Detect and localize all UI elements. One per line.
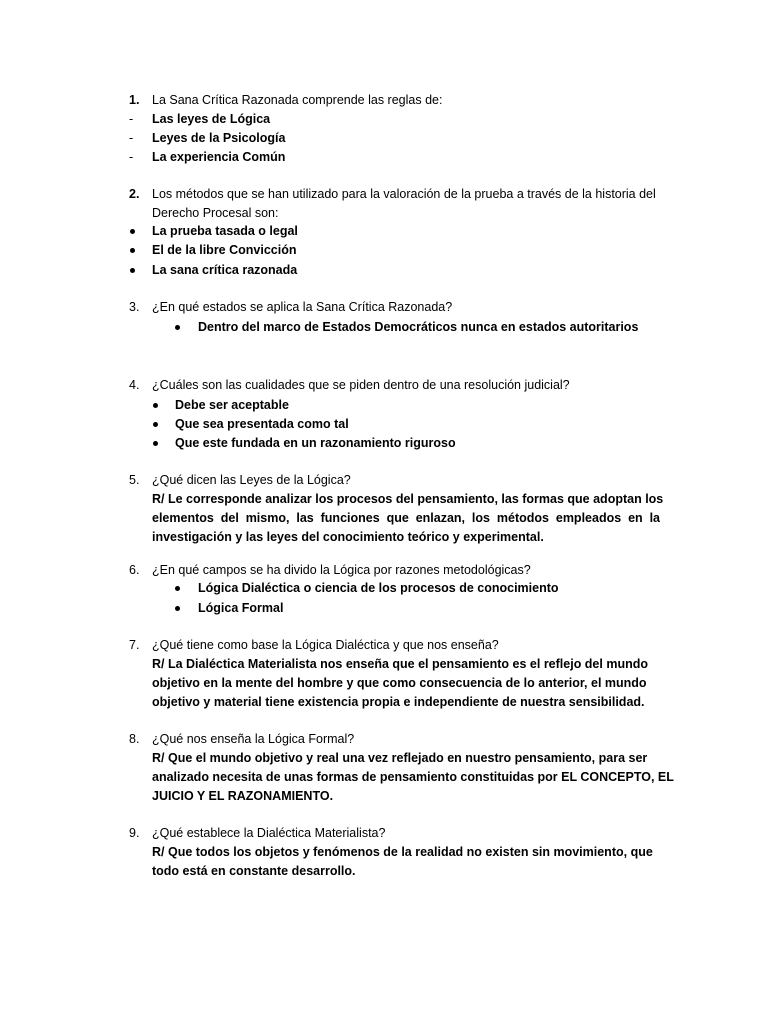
q2-item: La prueba tasada o legal [152,224,298,238]
q5-answer-line: investigación y las leyes del conocimiento teórico y experimental. [152,530,544,544]
q2-item: La sana crítica razonada [152,263,298,277]
q4-item: Que sea presentada como tal [175,417,349,431]
q8-answer-line: JUICIO Y EL RAZONAMIENTO. [152,789,334,803]
bullet-icon [175,606,180,611]
bullet-icon [130,248,135,253]
bullet-icon [175,325,180,330]
q6-item: Lógica Dialéctica o ciencia de los procesos de conocimiento [198,581,559,595]
q5-text: ¿Qué dicen las Leyes de la Lógica? [152,473,351,487]
q4-number: 4. [129,378,140,392]
q7-answer-line: objetivo en la mente del hombre y que como consecuencia de lo anterior, el mundo [152,676,647,690]
dash-icon: - [129,150,134,164]
q1-item: Las leyes de Lógica [152,112,271,126]
q5-answer-line: R/ Le corresponde analizar los procesos del pensamiento, las formas que adoptan los [152,492,664,506]
q9-answer-line: todo está en constante desarrollo. [152,864,356,878]
bullet-icon [130,229,135,234]
bullet-icon [130,268,135,273]
q8-number: 8. [129,732,140,746]
q2-text-line2: Derecho Procesal son: [152,206,279,220]
q8-answer-line: R/ Que el mundo objetivo y real una vez reflejado en nuestro pensamiento, para ser [152,751,648,765]
bullet-icon [153,403,158,408]
q1-text: La Sana Crítica Razonada comprende las reglas de: [152,93,443,107]
bullet-icon [153,422,158,427]
q4-text: ¿Cuáles son las cualidades que se piden dentro de una resolución judicial? [152,378,570,392]
q6-text: ¿En qué campos se ha divido la Lógica por razones metodológicas? [152,563,531,577]
q5-answer-line: elementos del mismo, las funciones que enlazan, los métodos empleados en la [152,511,660,525]
q6-number: 6. [129,563,140,577]
q3-item: Dentro del marco de Estados Democráticos nunca en estados autoritarios [198,320,639,334]
dash-icon: - [129,131,134,145]
q4-item: Que este fundada en un razonamiento riguroso [175,436,456,450]
q3-number: 3. [129,300,140,314]
q7-answer-line: R/ La Dialéctica Materialista nos enseña que el pensamiento es el reflejo del mundo [152,657,648,671]
q6-item: Lógica Formal [198,601,284,615]
q7-answer-line: objetivo y material tiene existencia propia e independiente de nuestra sensibilidad. [152,695,645,709]
bullet-icon [153,441,158,446]
q8-text: ¿Qué nos enseña la Lógica Formal? [152,732,355,746]
dash-icon: - [129,112,134,126]
q2-number: 2. [129,187,140,201]
q1-item: Leyes de la Psicología [152,131,286,145]
q3-text: ¿En qué estados se aplica la Sana Crítica Razonada? [152,300,453,314]
bullet-icon [175,586,180,591]
q7-text: ¿Qué tiene como base la Lógica Dialéctica y que nos enseña? [152,638,499,652]
q9-number: 9. [129,826,140,840]
q1-item: La experiencia Común [152,150,286,164]
q9-answer-line: R/ Que todos los objetos y fenómenos de la realidad no existen sin movimiento, que [152,845,653,859]
q8-answer-line: analizado necesita de unas formas de pensamiento constituidas por EL CONCEPTO, EL [152,770,674,784]
q5-number: 5. [129,473,140,487]
q9-text: ¿Qué establece la Dialéctica Materialista? [152,826,386,840]
q1-number: 1. [129,93,140,107]
q7-number: 7. [129,638,140,652]
q2-item: El de la libre Convicción [152,243,297,257]
q4-item: Debe ser aceptable [175,398,289,412]
q2-text-line1: Los métodos que se han utilizado para la valoración de la prueba a través de la historia del [152,187,656,201]
